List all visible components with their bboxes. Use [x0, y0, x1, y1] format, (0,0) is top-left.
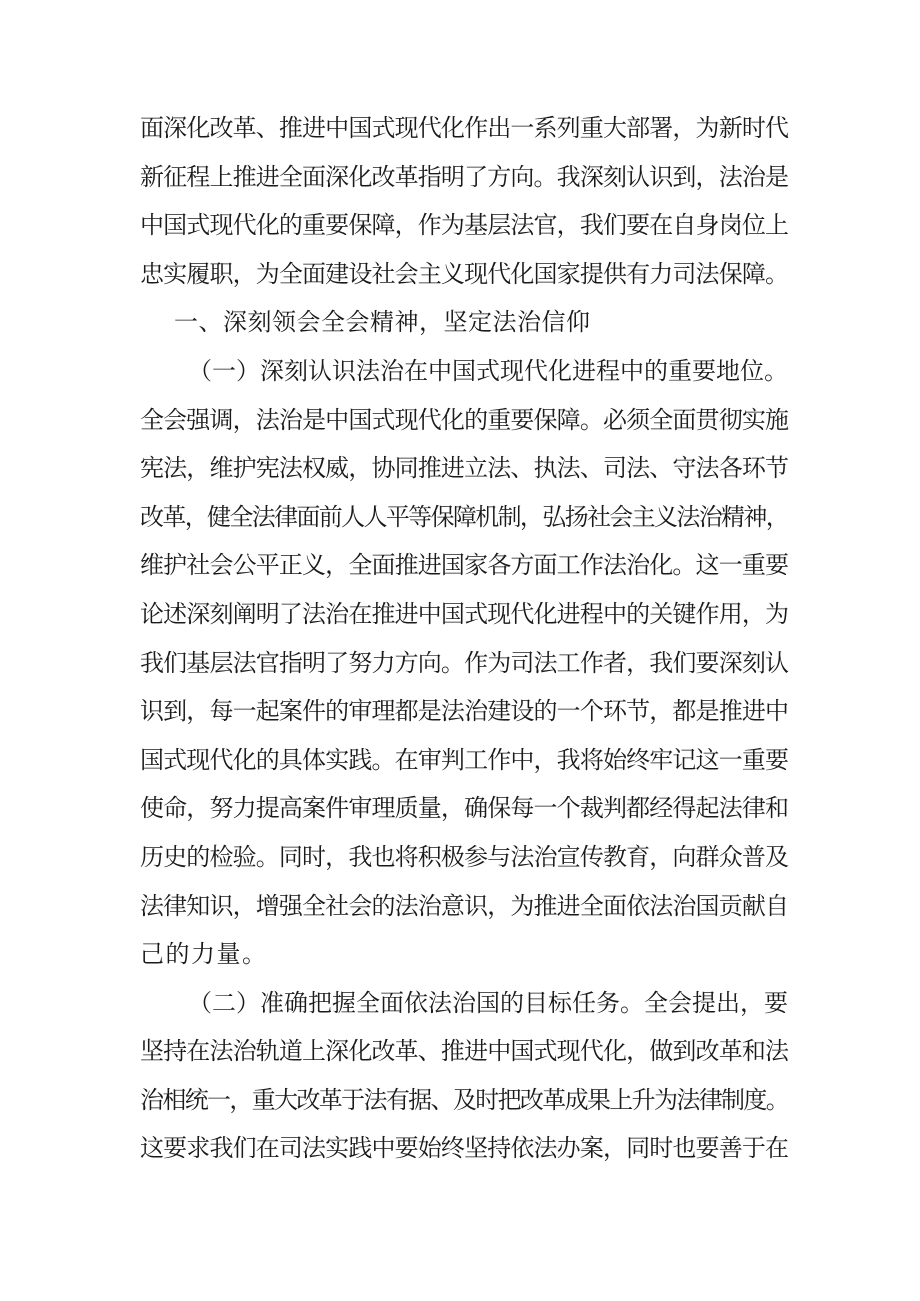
paragraph-line: 己的力量。 [140, 940, 268, 969]
paragraph-line: 我们基层法官指明了努力方向。作为司法工作者，我们要深刻认 [140, 648, 788, 677]
paragraph-line: 使命，努力提高案件审理质量，确保每一个裁判都经得起法律和 [140, 794, 788, 823]
paragraph-line: 治相统一，重大改革于法有据、及时把改革成果上升为法律制度。 [140, 1085, 788, 1114]
paragraph-line: 历史的检验。同时，我也将积极参与法治宣传教育，向群众普及 [140, 842, 788, 871]
paragraph-line: 识到，每一起案件的审理都是法治建设的一个环节，都是推进中 [140, 697, 788, 726]
document-body [140, 104, 788, 1173]
section-heading: 一、深刻领会全会精神，坚定法治信仰 [174, 308, 591, 337]
paragraph-line: 这要求我们在司法实践中要始终坚持依法办案，同时也要善于在 [140, 1134, 788, 1163]
paragraph-line: 维护社会公平正义，全面推进国家各方面工作法治化。这一重要 [140, 551, 788, 580]
paragraph-line: 宪法，维护宪法权威，协同推进立法、执法、司法、守法各环节 [140, 454, 788, 483]
subsection-heading: （二）准确把握全面依法治国的目标任务。全会提出，要 [188, 988, 788, 1017]
subsection-heading: （一）深刻认识法治在中国式现代化进程中的重要地位。 [188, 356, 788, 385]
paragraph-line: 面深化改革、推进中国式现代化作出一系列重大部署，为新时代 [140, 114, 788, 142]
paragraph-line: 国式现代化的具体实践。在审判工作中，我将始终牢记这一重要 [140, 745, 788, 774]
paragraph-line: 新征程上推进全面深化改革指明了方向。我深刻认识到，法治是 [140, 162, 788, 191]
paragraph-line: 忠实履职，为全面建设社会主义现代化国家提供有力司法保障。 [140, 259, 788, 288]
paragraph-line: 改革，健全法律面前人人平等保障机制，弘扬社会主义法治精神， [140, 502, 788, 531]
paragraph-line: 法律知识，增强全社会的法治意识，为推进全面依法治国贡献自 [140, 891, 788, 920]
paragraph-line: 中国式现代化的重要保障，作为基层法官，我们要在自身岗位上 [140, 211, 788, 240]
paragraph-line: 全会强调，法治是中国式现代化的重要保障。必须全面贯彻实施 [140, 405, 788, 434]
paragraph-line: 坚持在法治轨道上深化改革、推进中国式现代化，做到改革和法 [140, 1037, 788, 1066]
paragraph-line: 论述深刻阐明了法治在推进中国式现代化进程中的关键作用，为 [140, 599, 788, 628]
